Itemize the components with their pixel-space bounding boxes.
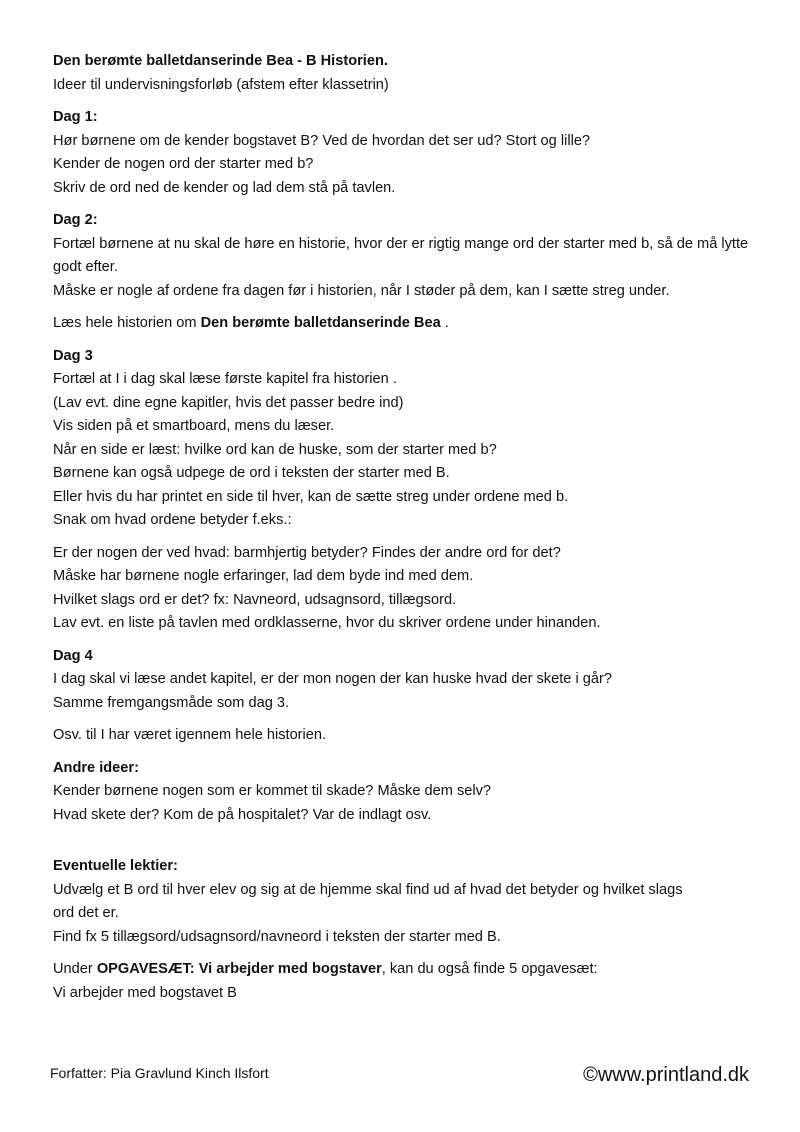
andre-line: Hvad skete der? Kom de på hospitalet? Var de indlagt osv. (53, 806, 432, 823)
dag3-line: Fortæl at I i dag skal læse første kapitel fra historien . (53, 371, 397, 387)
dag3-heading: Dag 3 (53, 347, 93, 364)
dag4-heading: Dag 4 (53, 647, 93, 664)
dag2-line: Fortæl børnene at nu skal de høre en historie, hvor der er rigtig mange ord der starter med b, så de må lytte godt efter. (53, 235, 749, 275)
dag1-line: Hør børnene om de kender bogstavet B? Ved de hvordan det ser ud? Stort og lille? (53, 132, 591, 149)
footer-author: Forfatter: Pia Gravlund Kinch Ilsfort (50, 1065, 269, 1081)
dag2-heading: Dag 2: (53, 212, 98, 228)
dag3-line: Snak om hvad ordene betyder f.eks.: (53, 512, 292, 528)
andre-heading: Andre ideer: (53, 759, 139, 776)
dag3-line: (Lav evt. dine egne kapitler, hvis det passer bedre ind) (53, 394, 404, 411)
dag3-line: Måske har børnene nogle erfaringer, lad dem byde ind med dem. (53, 568, 474, 584)
dag1-line: Kender de nogen ord der starter med b? (53, 156, 314, 172)
lektier-heading: Eventuelle lektier: (53, 858, 178, 874)
dag4-line: I dag skal vi læse andet kapitel, er der mon nogen der kan huske hvad der skete i går? (53, 671, 612, 687)
lektier-line: Find fx 5 tillægsord/udsagnsord/navneord i teksten der starter med B. (53, 928, 501, 945)
dag3-line: Når en side er læst: hvilke ord kan de huske, som der starter med b? (53, 441, 497, 458)
dag3-line: Vis siden på et smartboard, mens du læser. (53, 418, 335, 434)
read-suffix: . (440, 315, 449, 331)
under-prefix: Under (53, 961, 97, 977)
read-title: Den berømte balletdanserinde Bea (200, 315, 441, 331)
under-line (53, 958, 753, 982)
dag1-line: Skriv de ord ned de kender og lad dem stå på tavlen. (53, 179, 396, 196)
under-suffix: , kan du også finde 5 opgavesæt: (381, 961, 598, 977)
andre-line: Kender børnene nogen som er kommet til skade? Måske dem selv? (53, 783, 492, 799)
dag3-line: Hvilket slags ord er det? fx: Navneord, udsagnsord, tillægsord. (53, 591, 457, 608)
dag2-line: Måske er nogle af ordene fra dagen før i historien, når I støder på dem, kan I sætte streg under. (53, 282, 670, 299)
dag2-read-line (53, 312, 753, 336)
dag3-line: Eller hvis du har printet en side til hver, kan de sætte streg under ordene med b. (53, 488, 569, 505)
dag3-line: Lav evt. en liste på tavlen med ordklasserne, hvor du skriver ordene under hinanden. (53, 615, 601, 631)
under-bold: OPGAVESÆT: Vi arbejder med bogstaver (96, 961, 382, 977)
lektier-line: ord det er. (53, 905, 119, 921)
document-title: Den berømte balletdanserinde Bea - B Historien. (53, 53, 388, 69)
document-subtitle: Ideer til undervisningsforløb (afstem efter klassetrin) (53, 76, 389, 93)
under-line-2: Vi arbejder med bogstavet B (53, 984, 237, 1001)
document-body (53, 50, 753, 1005)
dag4-osv: Osv. til I har været igennem hele historien. (53, 727, 327, 743)
dag3-line: Er der nogen der ved hvad: barmhjertig betyder? Findes der andre ord for det? (53, 544, 561, 561)
dag1-heading: Dag 1: (53, 109, 98, 125)
lektier-line: Udvælg et B ord til hver elev og sig at de hjemme skal find ud af hvad det betyder og hvilket slags (53, 881, 683, 898)
dag4-line: Samme fremgangsmåde som dag 3. (53, 694, 290, 711)
footer-website: ©www.printland.dk (583, 1064, 749, 1086)
read-prefix: Læs hele historien om (53, 315, 201, 331)
dag3-line: Børnene kan også udpege de ord i teksten der starter med B. (53, 465, 450, 481)
